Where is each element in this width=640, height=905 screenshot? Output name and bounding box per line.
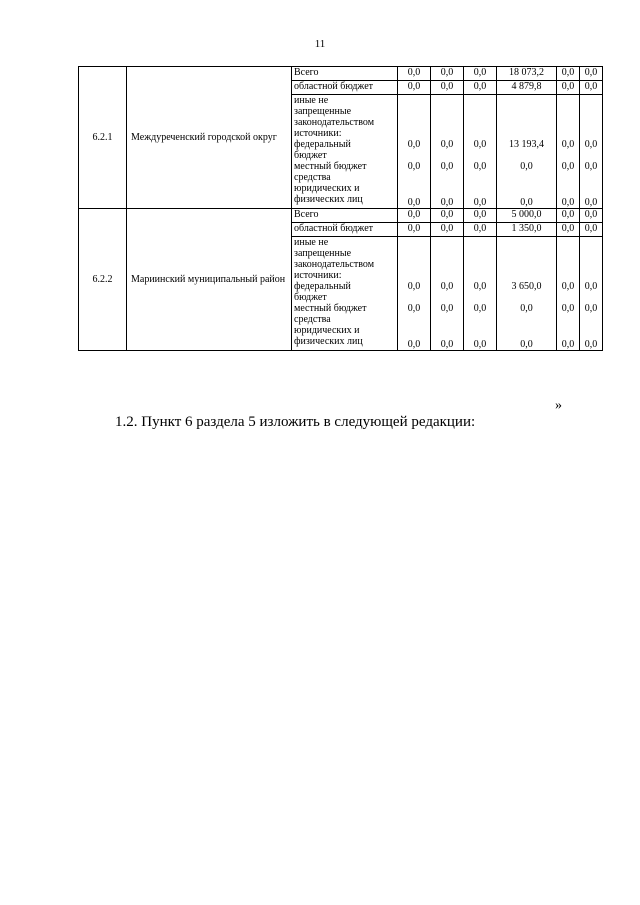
source-line: источники: [294,128,342,139]
value-cell: 18 073,2 [497,67,557,81]
source-line: местный бюджет [294,161,367,172]
value-fed: 0,0 [584,281,598,292]
value-fiz: 0,0 [407,197,421,208]
value-fed: 0,0 [561,281,575,292]
value-cell: 0,0 [464,209,497,223]
municipality-name: Междуреченский городской округ [127,67,292,209]
value-fiz: 0,0 [584,197,598,208]
source-total: Всего [292,67,398,81]
value-fed: 0,0 [407,281,421,292]
source-line: физических лиц [294,194,363,205]
value-fiz: 0,0 [473,197,487,208]
value-fed: 0,0 [440,281,454,292]
value-fiz: 0,0 [440,339,454,350]
row-number: 6.2.1 [79,67,127,209]
source-regional-budget: областной бюджет [292,81,398,95]
source-line: федеральный [294,281,351,292]
value-stack [557,95,580,209]
source-line: местный бюджет [294,303,367,314]
value-mest: 0,0 [561,161,575,172]
value-mest: 0,0 [407,161,421,172]
value-mest: 0,0 [473,303,487,314]
source-total: Всего [292,209,398,223]
source-line: бюджет [294,292,327,303]
value-cell: 0,0 [464,67,497,81]
value-mest: 0,0 [561,303,575,314]
source-line: федеральный [294,139,351,150]
value-cell: 0,0 [398,209,431,223]
value-stack [497,95,557,209]
paragraph-1-2: 1.2. Пункт 6 раздела 5 изложить в следующей редакции: [115,414,476,430]
value-stack [464,237,497,351]
value-cell: 0,0 [398,81,431,95]
value-cell: 0,0 [431,67,464,81]
value-fiz: 0,0 [584,339,598,350]
value-cell: 5 000,0 [497,209,557,223]
value-cell: 0,0 [557,223,580,237]
value-fiz: 0,0 [407,339,421,350]
value-cell: 0,0 [557,81,580,95]
source-line: иные не [294,237,329,248]
source-line: иные не [294,95,329,106]
value-cell: 0,0 [464,223,497,237]
source-other [292,95,398,209]
value-stack [431,95,464,209]
value-cell: 0,0 [398,67,431,81]
source-line: юридических и [294,183,360,194]
value-cell: 0,0 [431,81,464,95]
value-cell: 0,0 [398,223,431,237]
value-fed: 0,0 [473,281,487,292]
value-cell: 4 879,8 [497,81,557,95]
value-fiz: 0,0 [561,197,575,208]
value-mest: 0,0 [584,303,598,314]
value-fed: 0,0 [561,139,575,150]
value-fiz: 0,0 [520,197,533,208]
value-stack [580,237,603,351]
value-fed: 0,0 [440,139,454,150]
source-line: законодательством [294,259,375,270]
value-stack [557,237,580,351]
source-line: запрещенные [294,248,352,259]
value-stack [398,237,431,351]
source-line: источники: [294,270,342,281]
source-line: запрещенные [294,106,352,117]
value-cell: 0,0 [431,209,464,223]
source-line: законодательством [294,117,375,128]
budget-table [78,66,603,351]
source-other [292,237,398,351]
value-mest: 0,0 [473,161,487,172]
source-regional-budget: областной бюджет [292,223,398,237]
value-stack [497,237,557,351]
value-cell: 0,0 [580,223,603,237]
value-fed: 0,0 [407,139,421,150]
value-cell: 0,0 [431,223,464,237]
source-line: средства [294,314,331,325]
value-stack [464,95,497,209]
municipality-name: Мариинский муниципальный район [127,209,292,351]
value-fed: 3 650,0 [511,281,542,292]
value-fiz: 0,0 [440,197,454,208]
value-cell: 0,0 [557,209,580,223]
value-mest: 0,0 [520,303,533,314]
value-fed: 13 193,4 [509,139,544,150]
source-line: средства [294,172,331,183]
value-fed: 0,0 [473,139,487,150]
value-mest: 0,0 [440,161,454,172]
value-cell: 0,0 [464,81,497,95]
value-mest: 0,0 [407,303,421,314]
value-cell: 0,0 [580,209,603,223]
value-mest: 0,0 [584,161,598,172]
value-fiz: 0,0 [561,339,575,350]
closing-quote: » [555,398,562,413]
value-stack [431,237,464,351]
value-stack [580,95,603,209]
row-number: 6.2.2 [79,209,127,351]
source-line: физических лиц [294,336,363,347]
value-cell: 0,0 [580,67,603,81]
page-number: 11 [314,38,326,50]
value-mest: 0,0 [520,161,533,172]
value-cell: 1 350,0 [497,223,557,237]
value-fiz: 0,0 [473,339,487,350]
value-cell: 0,0 [557,67,580,81]
value-cell: 0,0 [580,81,603,95]
value-mest: 0,0 [440,303,454,314]
value-stack [398,95,431,209]
value-fed: 0,0 [584,139,598,150]
source-line: юридических и [294,325,360,336]
source-line: бюджет [294,150,327,161]
value-fiz: 0,0 [520,339,533,350]
